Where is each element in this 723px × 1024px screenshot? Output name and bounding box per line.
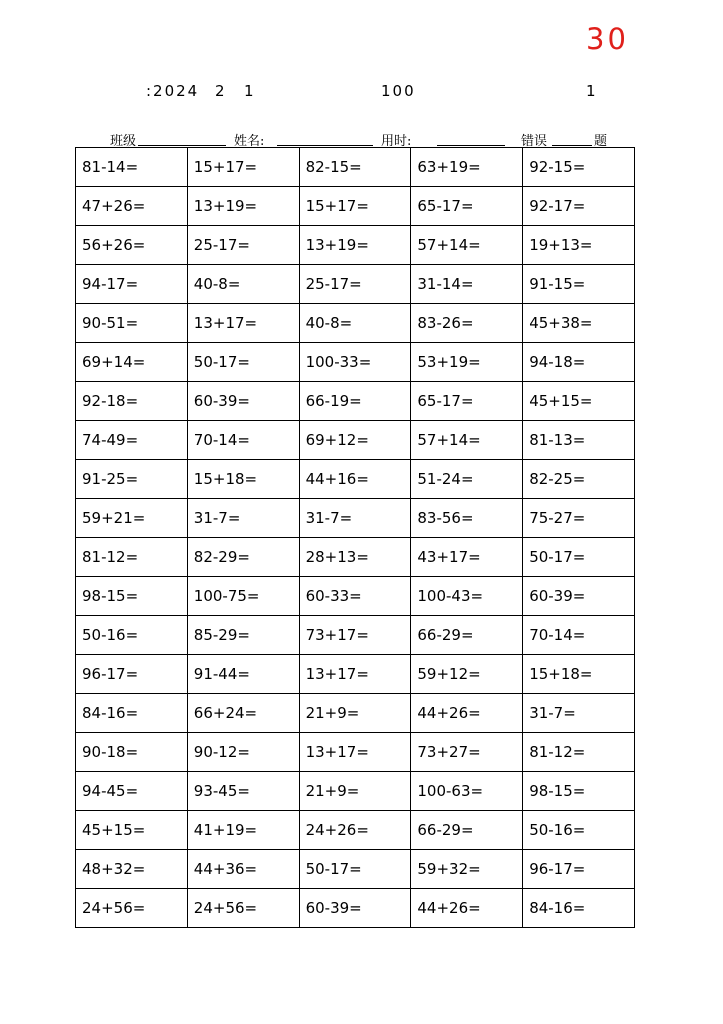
problem-cell: 91-15=: [523, 265, 635, 304]
problem-cell: 82-29=: [187, 538, 299, 577]
problem-cell: 45+15=: [523, 382, 635, 421]
problem-cell: 47+26=: [76, 187, 188, 226]
problem-cell: 66-19=: [299, 382, 411, 421]
problem-cell: 98-15=: [523, 772, 635, 811]
problem-cell: 65-17=: [411, 187, 523, 226]
problem-cell: 19+13=: [523, 226, 635, 265]
problem-cell: 31-7=: [299, 499, 411, 538]
problem-cell: 44+26=: [411, 694, 523, 733]
table-row: [76, 577, 635, 616]
problem-cell: 98-15=: [76, 577, 188, 616]
problem-cell: 90-18=: [76, 733, 188, 772]
problem-cell: 40-8=: [187, 265, 299, 304]
problem-cell: 70-14=: [523, 616, 635, 655]
problem-cell: 57+14=: [411, 421, 523, 460]
problem-cell: 31-7=: [187, 499, 299, 538]
class-blank: [138, 145, 226, 146]
problem-cell: 90-12=: [187, 733, 299, 772]
errors-blank: [552, 145, 592, 146]
problem-cell: 70-14=: [187, 421, 299, 460]
problem-cell: 15+17=: [299, 187, 411, 226]
table-row: [76, 382, 635, 421]
problem-cell: 44+36=: [187, 850, 299, 889]
table-row: [76, 889, 635, 928]
problem-cell: 60-39=: [299, 889, 411, 928]
problem-cell: 100-43=: [411, 577, 523, 616]
title-month: 2: [215, 82, 227, 100]
problem-cell: 81-12=: [523, 733, 635, 772]
problem-cell: 21+9=: [299, 772, 411, 811]
problem-cell: 13+19=: [187, 187, 299, 226]
problem-cell: 31-7=: [523, 694, 635, 733]
problem-cell: 60-33=: [299, 577, 411, 616]
problem-cell: 84-16=: [523, 889, 635, 928]
problem-cell: 96-17=: [76, 655, 188, 694]
problem-cell: 41+19=: [187, 811, 299, 850]
problem-cell: 45+38=: [523, 304, 635, 343]
title-sheet-number: 1: [586, 82, 598, 100]
problem-cell: 92-18=: [76, 382, 188, 421]
problem-cell: 50-17=: [299, 850, 411, 889]
problem-cell: 24+56=: [76, 889, 188, 928]
problem-cell: 60-39=: [523, 577, 635, 616]
errors-label: 错误: [521, 134, 548, 149]
class-label: 班级: [110, 134, 137, 149]
problem-cell: 100-63=: [411, 772, 523, 811]
problem-cell: 91-44=: [187, 655, 299, 694]
table-row: [76, 850, 635, 889]
problem-cell: 24+26=: [299, 811, 411, 850]
table-row: [76, 421, 635, 460]
problem-cell: 73+17=: [299, 616, 411, 655]
problem-cell: 13+17=: [187, 304, 299, 343]
problem-cell: 60-39=: [187, 382, 299, 421]
problem-cell: 92-17=: [523, 187, 635, 226]
problem-cell: 85-29=: [187, 616, 299, 655]
table-row: [76, 148, 635, 187]
problem-cell: 28+13=: [299, 538, 411, 577]
problem-cell: 24+56=: [187, 889, 299, 928]
problem-cell: 75-27=: [523, 499, 635, 538]
table-row: [76, 265, 635, 304]
problem-cell: 57+14=: [411, 226, 523, 265]
problem-cell: 25-17=: [299, 265, 411, 304]
table-row: [76, 187, 635, 226]
name-blank: [277, 145, 373, 146]
page-number: 30: [586, 22, 629, 56]
time-blank: [437, 145, 505, 146]
problem-cell: 63+19=: [411, 148, 523, 187]
table-row: [76, 694, 635, 733]
problem-cell: 66-29=: [411, 616, 523, 655]
problem-cell: 91-25=: [76, 460, 188, 499]
problem-cell: 82-25=: [523, 460, 635, 499]
problem-cell: 50-17=: [187, 343, 299, 382]
problem-cell: 50-17=: [523, 538, 635, 577]
problem-cell: 94-45=: [76, 772, 188, 811]
problem-cell: 94-17=: [76, 265, 188, 304]
problem-cell: 81-13=: [523, 421, 635, 460]
table-row: [76, 772, 635, 811]
table-row: [76, 733, 635, 772]
problem-cell: 96-17=: [523, 850, 635, 889]
problem-cell: 81-12=: [76, 538, 188, 577]
problem-cell: 83-26=: [411, 304, 523, 343]
problem-cell: 45+15=: [76, 811, 188, 850]
title-day: 1: [244, 82, 256, 100]
table-row: [76, 343, 635, 382]
table-row: [76, 811, 635, 850]
problem-cell: 93-45=: [187, 772, 299, 811]
problem-cell: 82-15=: [299, 148, 411, 187]
problem-cell: 48+32=: [76, 850, 188, 889]
problem-cell: 13+17=: [299, 733, 411, 772]
problem-cell: 65-17=: [411, 382, 523, 421]
problem-cell: 90-51=: [76, 304, 188, 343]
problem-cell: 59+21=: [76, 499, 188, 538]
table-row: [76, 304, 635, 343]
problem-cell: 66+24=: [187, 694, 299, 733]
problem-cell: 53+19=: [411, 343, 523, 382]
time-label: 用时:: [381, 134, 412, 149]
problem-table: [75, 147, 635, 928]
problem-cell: 83-56=: [411, 499, 523, 538]
problem-cell: 100-33=: [299, 343, 411, 382]
problem-cell: 73+27=: [411, 733, 523, 772]
problem-cell: 51-24=: [411, 460, 523, 499]
problem-cell: 100-75=: [187, 577, 299, 616]
problem-cell: 50-16=: [523, 811, 635, 850]
table-row: [76, 226, 635, 265]
problem-cell: 31-14=: [411, 265, 523, 304]
problem-cell: 69+12=: [299, 421, 411, 460]
problem-cell: 50-16=: [76, 616, 188, 655]
problem-cell: 81-14=: [76, 148, 188, 187]
problem-cell: 15+17=: [187, 148, 299, 187]
table-row: [76, 538, 635, 577]
problem-cell: 13+17=: [299, 655, 411, 694]
problem-cell: 59+12=: [411, 655, 523, 694]
problem-cell: 44+16=: [299, 460, 411, 499]
problem-cell: 25-17=: [187, 226, 299, 265]
problem-cell: 84-16=: [76, 694, 188, 733]
table-row: [76, 655, 635, 694]
problem-cell: 43+17=: [411, 538, 523, 577]
problem-cell: 59+32=: [411, 850, 523, 889]
name-label: 姓名:: [234, 134, 265, 149]
worksheet-title: [0, 82, 723, 104]
problem-cell: 44+26=: [411, 889, 523, 928]
table-row: [76, 616, 635, 655]
errors-suffix: 题: [594, 134, 608, 149]
problem-cell: 15+18=: [187, 460, 299, 499]
problem-cell: 74-49=: [76, 421, 188, 460]
problem-cell: 69+14=: [76, 343, 188, 382]
problem-cell: 94-18=: [523, 343, 635, 382]
problem-cell: 13+19=: [299, 226, 411, 265]
title-range: 100: [381, 82, 416, 100]
table-row: [76, 460, 635, 499]
problem-cell: 56+26=: [76, 226, 188, 265]
problem-cell: 66-29=: [411, 811, 523, 850]
problem-cell: 21+9=: [299, 694, 411, 733]
table-row: [76, 499, 635, 538]
problem-cell: 15+18=: [523, 655, 635, 694]
problem-cell: 40-8=: [299, 304, 411, 343]
problem-cell: 92-15=: [523, 148, 635, 187]
title-date-year: :2024: [146, 82, 200, 100]
